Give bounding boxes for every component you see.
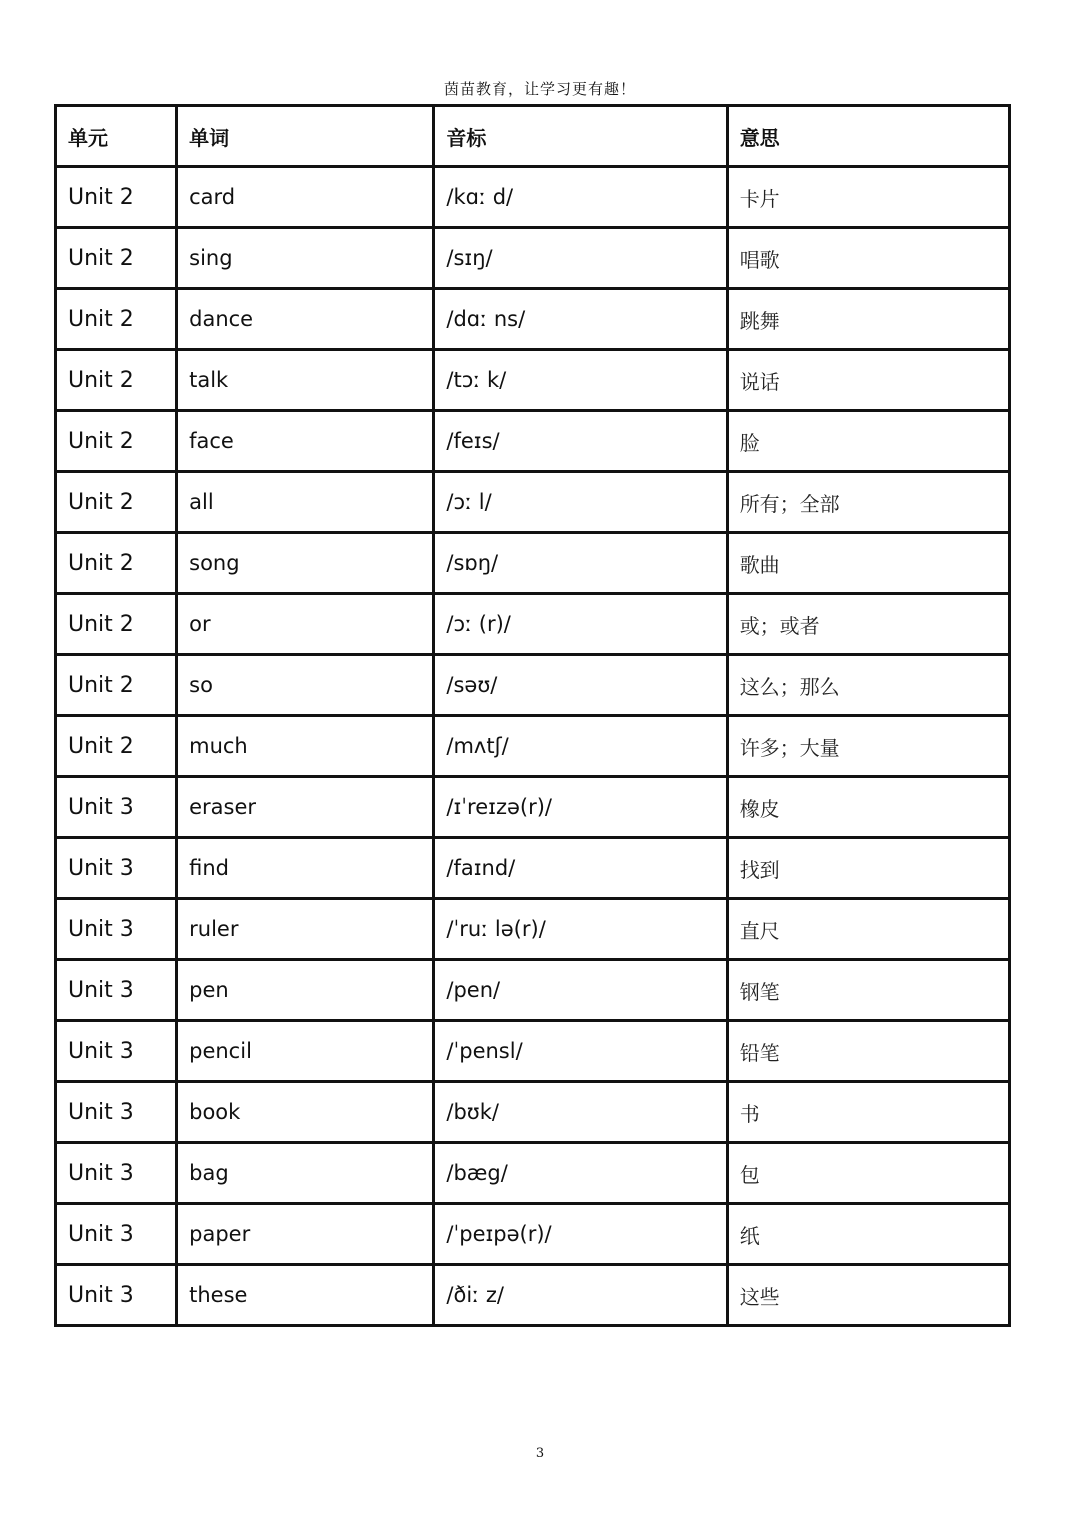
unit-cell: Unit 3 bbox=[56, 777, 177, 838]
phonetic-cell: /tɔː k/ bbox=[434, 350, 727, 411]
phonetic-cell: /bʊk/ bbox=[434, 1082, 727, 1143]
word-cell: talk bbox=[177, 350, 434, 411]
unit-cell: Unit 3 bbox=[56, 1265, 177, 1326]
word-cell: face bbox=[177, 411, 434, 472]
vocabulary-table bbox=[54, 104, 1011, 1327]
table-row bbox=[56, 533, 1010, 594]
unit-cell: Unit 3 bbox=[56, 838, 177, 899]
meaning-cell: 直尺 bbox=[727, 899, 1009, 960]
page-number: 3 bbox=[535, 1446, 545, 1461]
table-row bbox=[56, 777, 1010, 838]
table-row bbox=[56, 289, 1010, 350]
word-cell: card bbox=[177, 167, 434, 228]
unit-cell: Unit 2 bbox=[56, 228, 177, 289]
word-cell: find bbox=[177, 838, 434, 899]
meaning-cell: 纸 bbox=[727, 1204, 1009, 1265]
table-row bbox=[56, 167, 1010, 228]
word-cell: bag bbox=[177, 1143, 434, 1204]
table-row bbox=[56, 960, 1010, 1021]
word-cell: pencil bbox=[177, 1021, 434, 1082]
table-row bbox=[56, 1265, 1010, 1326]
phonetic-cell: /ˈruː lə(r)/ bbox=[434, 899, 727, 960]
word-cell: pen bbox=[177, 960, 434, 1021]
word-cell: book bbox=[177, 1082, 434, 1143]
phonetic-cell: /ɪˈreɪzə(r)/ bbox=[434, 777, 727, 838]
phonetic-cell: /faɪnd/ bbox=[434, 838, 727, 899]
column-header-word: 单词 bbox=[177, 106, 434, 167]
unit-cell: Unit 3 bbox=[56, 1204, 177, 1265]
meaning-cell: 所有；全部 bbox=[727, 472, 1009, 533]
phonetic-cell: /bæg/ bbox=[434, 1143, 727, 1204]
unit-cell: Unit 3 bbox=[56, 1143, 177, 1204]
table-row bbox=[56, 899, 1010, 960]
meaning-cell: 包 bbox=[727, 1143, 1009, 1204]
table-header-row bbox=[56, 106, 1010, 167]
table-row bbox=[56, 350, 1010, 411]
unit-cell: Unit 2 bbox=[56, 411, 177, 472]
meaning-cell: 卡片 bbox=[727, 167, 1009, 228]
phonetic-cell: /sɪŋ/ bbox=[434, 228, 727, 289]
word-cell: eraser bbox=[177, 777, 434, 838]
unit-cell: Unit 3 bbox=[56, 899, 177, 960]
word-cell: paper bbox=[177, 1204, 434, 1265]
meaning-cell: 脸 bbox=[727, 411, 1009, 472]
phonetic-cell: /ðiː z/ bbox=[434, 1265, 727, 1326]
word-cell: or bbox=[177, 594, 434, 655]
unit-cell: Unit 2 bbox=[56, 594, 177, 655]
meaning-cell: 铅笔 bbox=[727, 1021, 1009, 1082]
table-row bbox=[56, 1204, 1010, 1265]
word-cell: song bbox=[177, 533, 434, 594]
unit-cell: Unit 2 bbox=[56, 716, 177, 777]
table-row bbox=[56, 838, 1010, 899]
meaning-cell: 许多；大量 bbox=[727, 716, 1009, 777]
unit-cell: Unit 3 bbox=[56, 1082, 177, 1143]
page-header-slogan: 茵苗教育，让学习更有趣！ bbox=[443, 80, 636, 98]
word-cell: much bbox=[177, 716, 434, 777]
unit-cell: Unit 2 bbox=[56, 655, 177, 716]
column-header-unit: 单元 bbox=[56, 106, 177, 167]
meaning-cell: 橡皮 bbox=[727, 777, 1009, 838]
phonetic-cell: /feɪs/ bbox=[434, 411, 727, 472]
phonetic-cell: /dɑː ns/ bbox=[434, 289, 727, 350]
meaning-cell: 书 bbox=[727, 1082, 1009, 1143]
meaning-cell: 这么；那么 bbox=[727, 655, 1009, 716]
meaning-cell: 歌曲 bbox=[727, 533, 1009, 594]
word-cell: dance bbox=[177, 289, 434, 350]
unit-cell: Unit 2 bbox=[56, 167, 177, 228]
unit-cell: Unit 3 bbox=[56, 960, 177, 1021]
meaning-cell: 找到 bbox=[727, 838, 1009, 899]
phonetic-cell: /ɔː (r)/ bbox=[434, 594, 727, 655]
meaning-cell: 跳舞 bbox=[727, 289, 1009, 350]
phonetic-cell: /kɑː d/ bbox=[434, 167, 727, 228]
column-header-phonetic: 音标 bbox=[434, 106, 727, 167]
word-cell: ruler bbox=[177, 899, 434, 960]
phonetic-cell: /ˈpeɪpə(r)/ bbox=[434, 1204, 727, 1265]
unit-cell: Unit 2 bbox=[56, 350, 177, 411]
meaning-cell: 或；或者 bbox=[727, 594, 1009, 655]
word-cell: sing bbox=[177, 228, 434, 289]
table-row bbox=[56, 1082, 1010, 1143]
column-header-meaning: 意思 bbox=[727, 106, 1009, 167]
word-cell: these bbox=[177, 1265, 434, 1326]
meaning-cell: 钢笔 bbox=[727, 960, 1009, 1021]
table-row bbox=[56, 472, 1010, 533]
table-row bbox=[56, 716, 1010, 777]
table-row bbox=[56, 655, 1010, 716]
meaning-cell: 唱歌 bbox=[727, 228, 1009, 289]
phonetic-cell: /sɒŋ/ bbox=[434, 533, 727, 594]
table-body bbox=[56, 167, 1010, 1326]
table-row bbox=[56, 594, 1010, 655]
word-cell: so bbox=[177, 655, 434, 716]
unit-cell: Unit 3 bbox=[56, 1021, 177, 1082]
phonetic-cell: /mʌtʃ/ bbox=[434, 716, 727, 777]
phonetic-cell: /ˈpensl/ bbox=[434, 1021, 727, 1082]
phonetic-cell: /ɔː l/ bbox=[434, 472, 727, 533]
table-row bbox=[56, 411, 1010, 472]
word-cell: all bbox=[177, 472, 434, 533]
phonetic-cell: /səʊ/ bbox=[434, 655, 727, 716]
meaning-cell: 这些 bbox=[727, 1265, 1009, 1326]
table-row bbox=[56, 228, 1010, 289]
unit-cell: Unit 2 bbox=[56, 472, 177, 533]
phonetic-cell: /pen/ bbox=[434, 960, 727, 1021]
table-row bbox=[56, 1143, 1010, 1204]
unit-cell: Unit 2 bbox=[56, 533, 177, 594]
meaning-cell: 说话 bbox=[727, 350, 1009, 411]
unit-cell: Unit 2 bbox=[56, 289, 177, 350]
table-row bbox=[56, 1021, 1010, 1082]
